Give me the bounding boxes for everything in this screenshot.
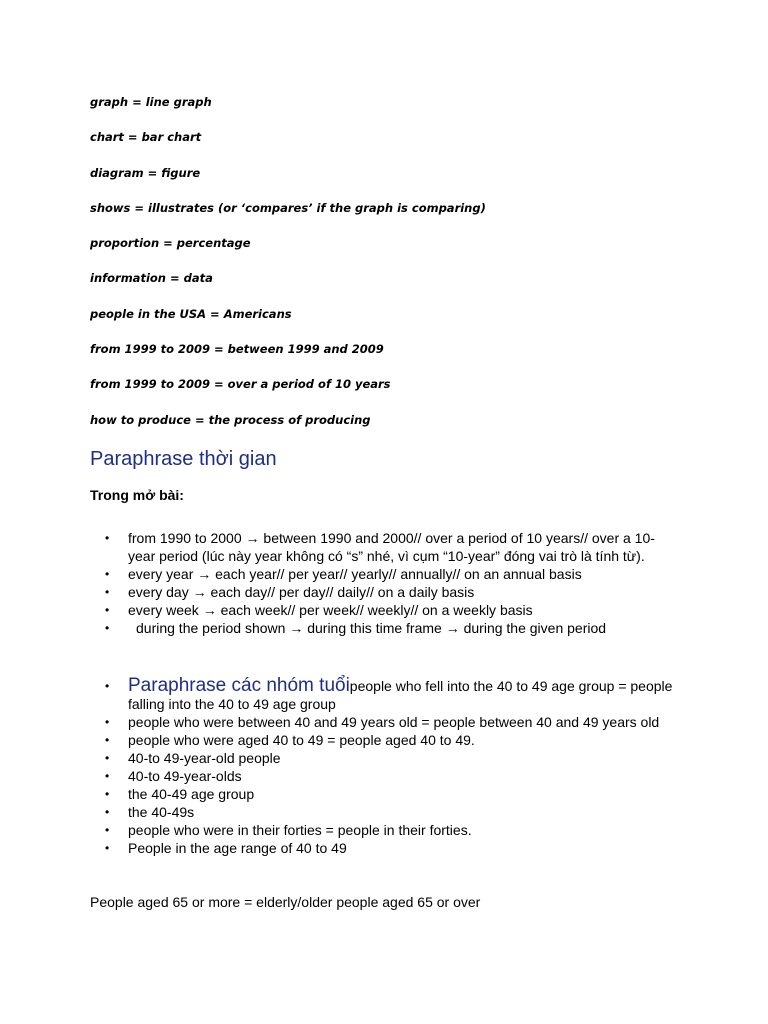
bullet-icon: • [105,585,110,599]
list-item [105,749,680,767]
bullet-icon: • [105,531,110,545]
list-item-text: the 40-49s [128,804,195,820]
list-item-text: during the period shown → during this time frame → during the given period [136,620,607,636]
bullet-icon: • [105,823,110,837]
bullet-icon: • [105,715,110,729]
bullet-icon: • [105,805,110,819]
bullet-icon: • [105,787,110,801]
list-item-text: people who fell into the 40 to 49 age group = people falling into the 40 to 49 age group [128,678,673,712]
list-item [105,565,680,583]
list-item-text: 40-to 49-year-old people [128,750,281,766]
list-item-text: every week → each week// per week// weekly// on a weekly basis [128,602,533,618]
vocab-pair-people-usa: people in the USA = Americans [90,306,292,321]
vocab-pair-period-years: from 1999 to 2009 = over a period of 10 years [90,377,391,392]
list-item [105,731,680,749]
list-item [105,713,680,731]
list-item [105,601,680,619]
list-item-text: the 40-49 age group [128,786,255,802]
bullet-icon: • [105,603,110,617]
list-item-text: every year → each year// per year// yearly// annually// on an annual basis [128,566,582,582]
list-item [105,839,680,857]
list-item [105,675,680,713]
list-item [105,767,680,785]
list-item [105,583,680,601]
list-item [105,619,680,637]
list-item-text: from 1990 to 2000 → between 1990 and 2000// over a period of 10 years// over a 10-year period (lúc này year không có “s” nhé, vì cụm “10-year” đóng vai trò là tính từ). [128,530,655,564]
bullet-icon: • [105,621,110,635]
list-item-text: People in the age range of 40 to 49 [128,840,347,856]
vocab-pair-proportion: proportion = percentage [90,236,251,251]
list-item [105,803,680,821]
list-item-text: 40-to 49-year-olds [128,768,242,784]
elderly-paraphrase-line: People aged 65 or more = elderly/older people aged 65 or over [90,894,481,910]
vocab-pair-process: how to produce = the process of producing [90,412,371,427]
bullet-icon: • [105,841,110,855]
bullet-icon: • [105,733,110,747]
list-item-text: people who were between 40 and 49 years old = people between 40 and 49 years old [128,714,660,730]
time-paraphrase-list [105,529,680,637]
list-item-text: every day → each day// per day// daily// on a daily basis [128,584,475,600]
bullet-icon: • [105,751,110,765]
bullet-icon: • [105,567,110,581]
vocab-pair-graph: graph = line graph [90,95,212,109]
bullet-icon: • [105,769,110,783]
vocab-pair-chart: chart = bar chart [90,130,202,145]
age-paraphrase-list [105,675,680,857]
list-item-text: people who were aged 40 to 49 = people aged 40 to 49. [128,732,475,748]
vocab-pair-information: information = data [90,271,213,286]
vocab-pair-shows: shows = illustrates (or ‘compares’ if the graph is comparing) [90,200,486,215]
list-item [105,821,680,839]
list-item-text: people who were in their forties = people in their forties. [128,822,472,838]
bullet-icon: • [105,679,110,693]
list-item [105,785,680,803]
vocabulary-pairs-list [90,92,730,445]
vocab-pair-diagram: diagram = figure [90,165,201,180]
list-item [105,529,680,565]
age-paraphrase-heading: Paraphrase các nhóm tuổi [128,675,350,696]
time-paraphrase-heading: Paraphrase thời gian [90,448,277,470]
vocab-pair-between-years: from 1999 to 2009 = between 1999 and 2009 [90,342,384,357]
introduction-subheading: Trong mở bài: [90,487,184,503]
